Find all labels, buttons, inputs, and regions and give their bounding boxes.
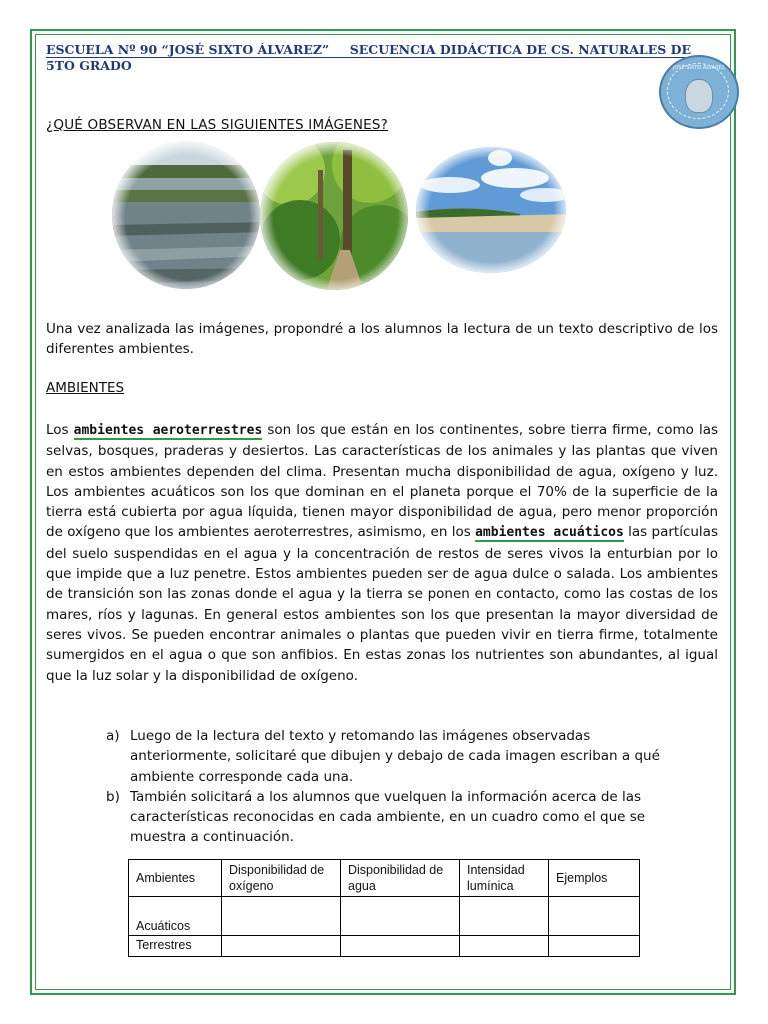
list-marker: a) — [106, 728, 120, 744]
table-cell — [341, 936, 460, 957]
table-cell — [341, 897, 460, 936]
school-name: ESCUELA Nº 90 “JOSÉ SIXTO ÁLVAREZ” — [46, 42, 330, 57]
grade-label: 5TO GRADO — [46, 58, 132, 73]
body-text-3: las partículas del suelo suspendidas en el agua y la concentración de restos de seres vivos la enturbian por lo que impide que a luz penetre. Estos ambientes pueden ser de agua dulce o salada. Los ambientes de transición son las zonas donde el agua y la tierra se ponen en contacto, como las costas de los mares, ríos y lagunas. En general estos ambientes son los que presentan la mayor diversidad de seres vivos. Se pueden encontrar animales o plantas que pueden vivir en tierra firme, totalmente sumergidos en el agua o que son anfibios. En estas zonas los nutrientes son abundantes, al igual que la luz solar y la disponibilidad de oxígeno. — [46, 524, 718, 684]
table-row — [129, 897, 640, 936]
seal-lettering: JOSÉ SIXTO ÁLVAREZ — [672, 65, 726, 71]
table-header-cell: Disponibilidad de agua — [341, 860, 460, 897]
sequence-title: SECUENCIA DIDÁCTICA DE CS. NATURALES DE — [349, 42, 691, 57]
question-heading: ¿QUÉ OBSERVAN EN LAS SIGUIENTES IMÁGENES? — [46, 117, 389, 133]
body-paragraph — [46, 420, 718, 686]
table-cell — [222, 936, 341, 957]
table-header-cell: Intensidad lumínica — [460, 860, 549, 897]
keyword-aeroterrestres: ambientes aeroterrestres — [73, 423, 263, 438]
list-item-text: También solicitará a los alumnos que vuelquen la información acerca de las características reconocidas en cada ambiente, en un cuadro como el que se muestra a continuación. — [130, 788, 646, 846]
table-header-cell: Ambientes — [129, 860, 222, 897]
activity-list — [100, 726, 680, 848]
body-text-2: son los que están en los continentes, sobre tierra firme, como las selvas, bosques, praderas y desiertos. Las características de los animales y las plantas que viven en estos ambientes dependen del clima. Presentan mucha disponibilidad de agua, oxígeno y luz. Los ambientes acuáticos son los que dominan en el planeta porque el 70% de la superficie de la tierra está cubierta por agua líquida, tienen mayor disponibilidad de agua, pero menor proporción de oxígeno que los ambientes aeroterrestres, asimismo, en los — [46, 422, 719, 541]
keyword-acuaticos: ambientes acuáticos — [475, 525, 624, 541]
table-row — [129, 936, 640, 957]
table-header-cell: Disponibilidad de oxígeno — [222, 860, 341, 897]
environments-table — [128, 859, 640, 957]
table-cell — [549, 897, 640, 936]
table-header-cell: Ejemplos — [549, 860, 640, 897]
table-cell — [222, 897, 341, 936]
section-title: AMBIENTES — [46, 380, 125, 396]
table-header-row — [129, 860, 640, 897]
list-item — [100, 787, 680, 848]
list-marker: b) — [106, 788, 120, 805]
body-text-1: Los — [46, 422, 74, 438]
wetland-photo — [110, 140, 265, 297]
table-cell — [460, 936, 549, 957]
table-cell — [549, 936, 640, 957]
table-row-label: Terrestres — [129, 936, 222, 957]
table-cell — [460, 897, 549, 936]
list-item-text: Luego de la lectura del texto y retomando las imágenes observadas anteriormente, solicitaré que dibujen y debajo de cada imagen escriban a qué ambiente corresponde cada una. — [130, 728, 660, 785]
intro-paragraph: Una vez analizada las imágenes, propondré a los alumnos la lectura de un texto descriptivo de los diferentes ambientes. — [46, 321, 718, 358]
photo-strip — [0, 0, 768, 300]
table-row-label: Acuáticos — [129, 897, 222, 936]
river-beach-photo — [414, 145, 570, 277]
list-item — [100, 726, 680, 787]
forest-path-photo — [255, 127, 420, 295]
